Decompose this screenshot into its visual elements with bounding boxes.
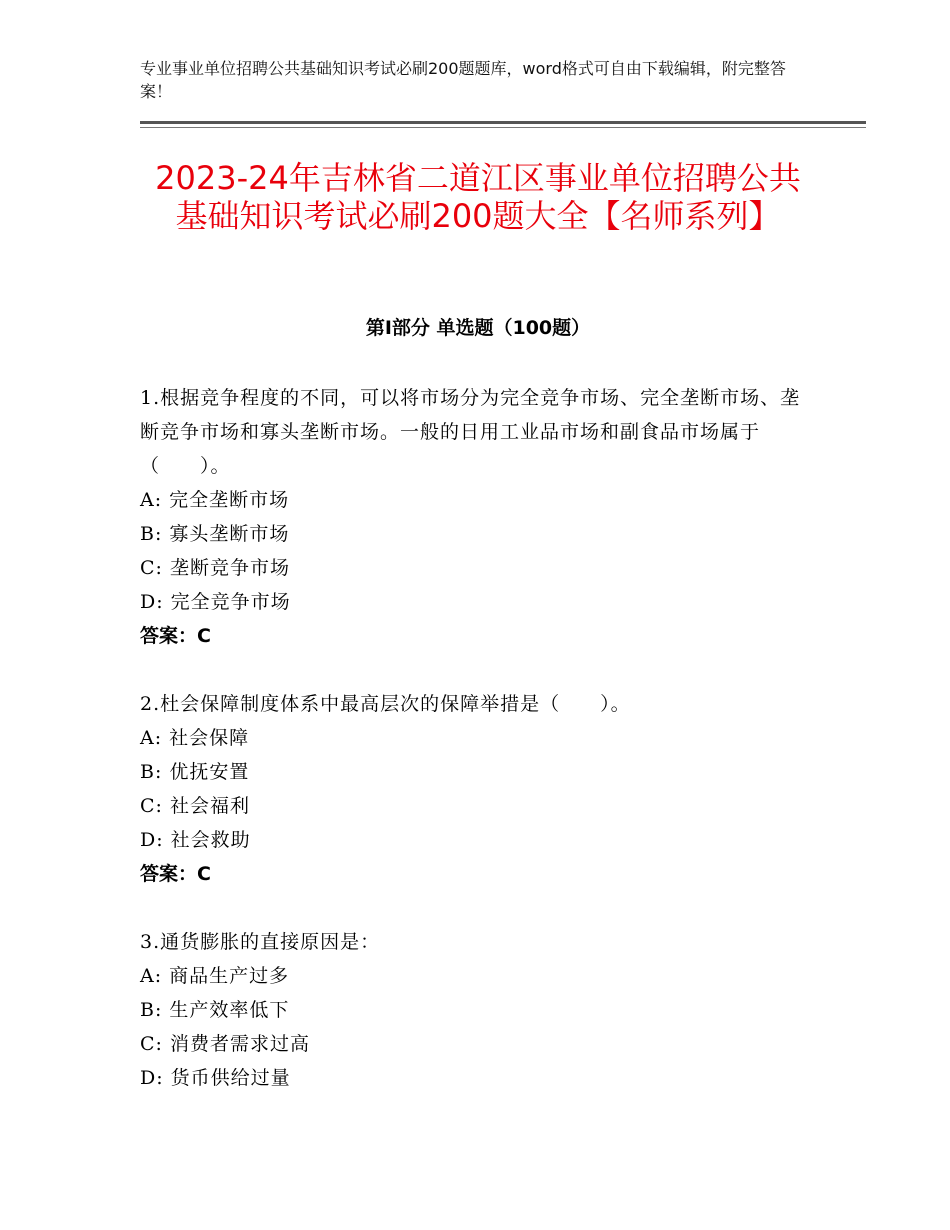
- option-b: B: 优抚安置: [140, 761, 250, 783]
- question-1: [140, 381, 816, 653]
- option-a: A: 社会保障: [140, 727, 250, 749]
- option-c: C: 消费者需求过高: [140, 1033, 310, 1055]
- header-note: 专业事业单位招聘公共基础知识考试必刷200题题库，word格式可自由下载编辑，附完整答案！: [140, 59, 786, 101]
- question-3: [140, 925, 816, 1095]
- question-2: [140, 687, 816, 891]
- question-list: [140, 381, 816, 1129]
- section-title: 第Ⅰ部分 单选题（100题）: [365, 317, 591, 339]
- option-c: C: 社会福利: [140, 795, 250, 817]
- question-stem: 1.根据竞争程度的不同，可以将市场分为完全竞争市场、完全垄断市场、垄断竞争市场和寡头垄断市场。一般的日用工业品市场和副食品市场属于（ ）。: [140, 387, 801, 477]
- answer-label: 答案：C: [140, 625, 211, 647]
- option-a: A: 商品生产过多: [140, 965, 290, 987]
- option-b: B: 生产效率低下: [140, 999, 290, 1021]
- option-d: D: 社会救助: [140, 829, 251, 851]
- document-title: 2023-24年吉林省二道江区事业单位招聘公共基础知识考试必刷200题大全【名师系列】: [155, 159, 801, 235]
- option-a: A: 完全垄断市场: [140, 489, 290, 511]
- option-b: B: 寡头垄断市场: [140, 523, 290, 545]
- option-d: D: 完全竞争市场: [140, 591, 291, 613]
- answer-label: 答案：C: [140, 863, 211, 885]
- option-d: D: 货币供给过量: [140, 1067, 291, 1089]
- question-stem: 2.杜会保障制度体系中最高层次的保障举措是（ ）。: [140, 693, 631, 715]
- header-divider-thick: [140, 121, 866, 124]
- header-divider-thin: [140, 127, 866, 128]
- question-stem: 3.通货膨胀的直接原因是：: [140, 931, 381, 953]
- option-c: C: 垄断竞争市场: [140, 557, 290, 579]
